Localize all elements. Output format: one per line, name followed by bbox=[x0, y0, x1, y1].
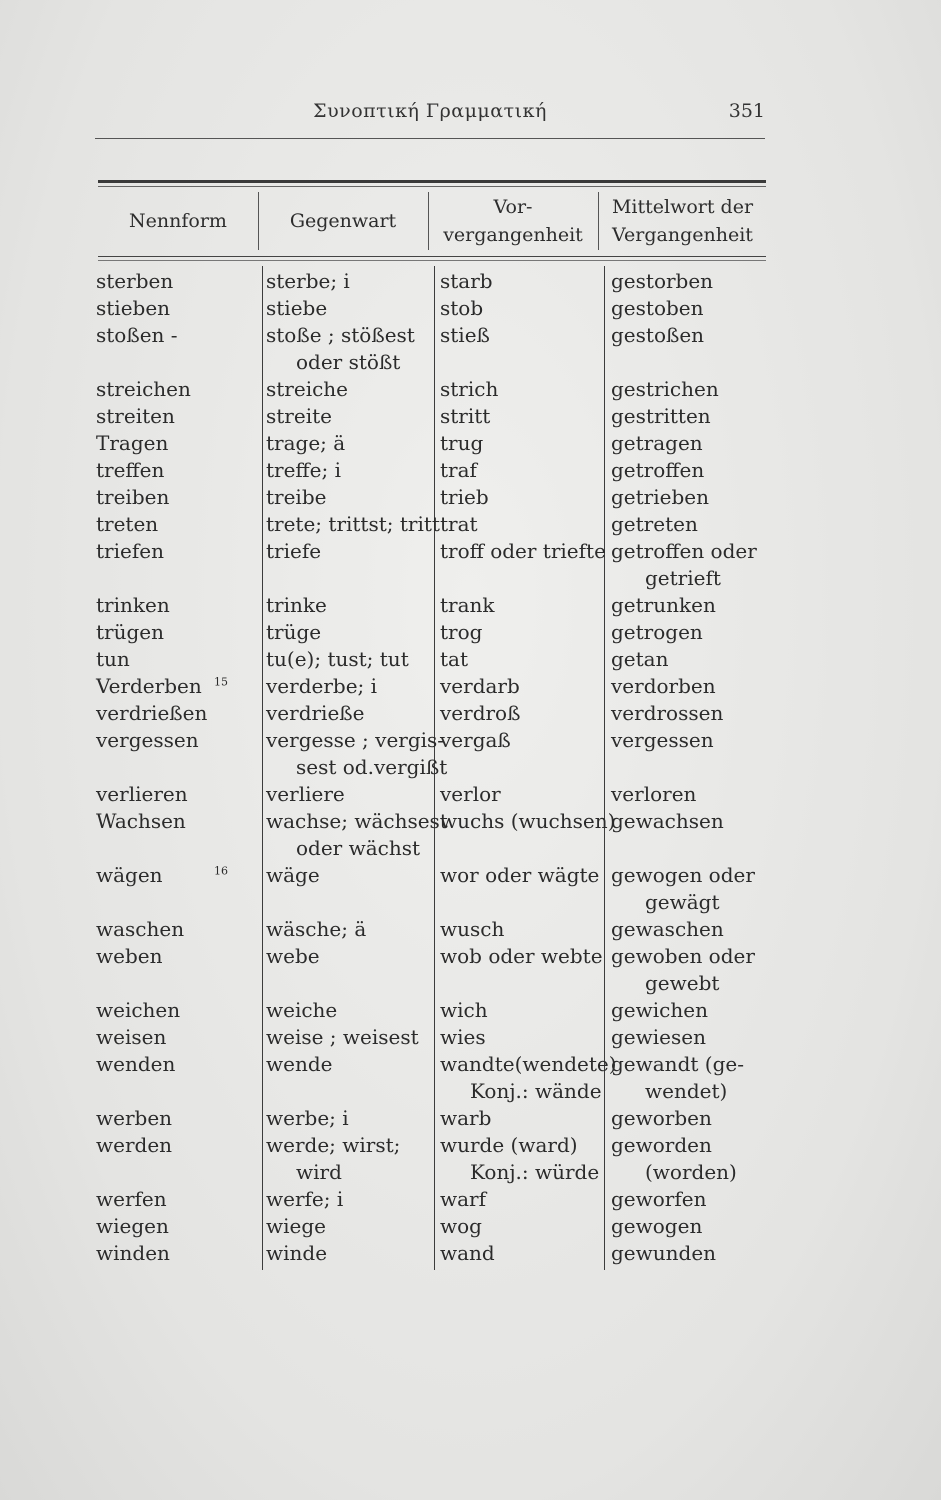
cell-gegenwart: treibe bbox=[266, 485, 327, 509]
cell-mittelwort: geworfen bbox=[611, 1187, 707, 1211]
cell-gegenwart: streiche bbox=[266, 377, 349, 401]
cell-gegenwart: trinke bbox=[266, 593, 327, 617]
table-row bbox=[0, 538, 941, 592]
cell-mittelwort: gewunden bbox=[611, 1241, 717, 1265]
table-row bbox=[0, 808, 941, 862]
cell-mittelwort: gestrichen bbox=[611, 377, 719, 401]
cell-gegenwart-cont: oder wächst bbox=[296, 836, 421, 860]
header-mittelwort: Mittelwort der Vergangenheit bbox=[611, 196, 754, 246]
cell-vorvergangenheit: wob oder webte bbox=[440, 944, 603, 968]
cell-nennform: wenden bbox=[96, 1052, 176, 1076]
cell-nennform: treiben bbox=[96, 485, 170, 509]
cell-nennform: trinken bbox=[96, 593, 170, 617]
header-bottom-rule bbox=[98, 256, 766, 257]
cell-gegenwart: wende bbox=[266, 1052, 333, 1076]
table-row bbox=[0, 943, 941, 997]
footnote-marker: 15 bbox=[214, 675, 228, 689]
cell-vorvergangenheit: verdroß bbox=[440, 701, 521, 725]
cell-gegenwart: webe bbox=[266, 944, 320, 968]
cell-vorvergangenheit: troff oder triefte bbox=[440, 539, 606, 563]
cell-vorvergangenheit-cont: Konj.: würde bbox=[470, 1160, 600, 1184]
cell-gegenwart: verdrieße bbox=[266, 701, 365, 725]
cell-vorvergangenheit: trug bbox=[440, 431, 484, 455]
cell-mittelwort: gestorben bbox=[611, 269, 714, 293]
cell-vorvergangenheit: stritt bbox=[440, 404, 491, 428]
table-row bbox=[0, 727, 941, 781]
cell-mittelwort: getrogen bbox=[611, 620, 703, 644]
cell-mittelwort: getroffen oder bbox=[611, 539, 757, 563]
cell-gegenwart: trage; ä bbox=[266, 431, 346, 455]
cell-gegenwart-cont: wird bbox=[296, 1160, 342, 1184]
cell-nennform: stoßen - bbox=[96, 323, 178, 347]
running-head bbox=[95, 100, 765, 130]
cell-nennform: werden bbox=[96, 1133, 173, 1157]
cell-gegenwart-cont: oder stößt bbox=[296, 350, 401, 374]
cell-gegenwart: trüge bbox=[266, 620, 322, 644]
table-top-rule-thin bbox=[98, 186, 766, 187]
cell-nennform: tun bbox=[96, 647, 130, 671]
header-nennform: Nennform bbox=[129, 210, 227, 232]
header-rule bbox=[95, 138, 765, 139]
cell-mittelwort: getan bbox=[611, 647, 669, 671]
cell-vorvergangenheit: wand bbox=[440, 1241, 495, 1265]
cell-mittelwort: gewachsen bbox=[611, 809, 724, 833]
running-title: Συνοπτική Γραμματική bbox=[313, 100, 547, 122]
cell-nennform: werben bbox=[96, 1106, 173, 1130]
cell-gegenwart: treffe; i bbox=[266, 458, 341, 482]
cell-mittelwort: verdrossen bbox=[611, 701, 724, 725]
cell-mittelwort: gestoben bbox=[611, 296, 704, 320]
cell-vorvergangenheit: wog bbox=[440, 1214, 482, 1238]
cell-nennform: Wachsen bbox=[96, 809, 186, 833]
cell-mittelwort: geworben bbox=[611, 1106, 712, 1130]
cell-gegenwart: winde bbox=[266, 1241, 328, 1265]
cell-mittelwort: gewogen oder bbox=[611, 863, 755, 887]
cell-mittelwort: getragen bbox=[611, 431, 703, 455]
cell-vorvergangenheit: stieß bbox=[440, 323, 490, 347]
cell-mittelwort: gewoben oder bbox=[611, 944, 755, 968]
cell-vorvergangenheit: tat bbox=[440, 647, 468, 671]
footnote-marker: 16 bbox=[214, 864, 228, 878]
table-row bbox=[0, 1240, 941, 1294]
cell-nennform: winden bbox=[96, 1241, 170, 1265]
cell-vorvergangenheit: trat bbox=[440, 512, 478, 536]
cell-gegenwart: wäge bbox=[266, 863, 320, 887]
page-number: 351 bbox=[728, 100, 765, 122]
table-row bbox=[0, 1132, 941, 1186]
cell-mittelwort-cont: getrieft bbox=[645, 566, 721, 590]
cell-vorvergangenheit: trieb bbox=[440, 485, 489, 509]
table-row bbox=[0, 862, 941, 916]
cell-mittelwort: gewiesen bbox=[611, 1025, 706, 1049]
cell-vorvergangenheit: strich bbox=[440, 377, 499, 401]
cell-gegenwart: trete; trittst; tritt bbox=[266, 512, 440, 536]
cell-nennform: verlieren bbox=[96, 782, 188, 806]
cell-vorvergangenheit: wies bbox=[440, 1025, 486, 1049]
cell-mittelwort-cont: gewebt bbox=[645, 971, 720, 995]
cell-vorvergangenheit: warb bbox=[440, 1106, 492, 1130]
cell-vorvergangenheit: wich bbox=[440, 998, 488, 1022]
cell-vorvergangenheit: traf bbox=[440, 458, 477, 482]
table-row bbox=[0, 322, 941, 376]
cell-nennform: werfen bbox=[96, 1187, 167, 1211]
cell-nennform: streichen bbox=[96, 377, 191, 401]
cell-nennform: Tragen bbox=[96, 431, 169, 455]
cell-mittelwort-cont: (worden) bbox=[645, 1160, 737, 1184]
table-row bbox=[0, 1051, 941, 1105]
cell-gegenwart: werde; wirst; bbox=[266, 1133, 401, 1157]
cell-nennform: wägen bbox=[96, 863, 163, 887]
cell-gegenwart: triefe bbox=[266, 539, 322, 563]
cell-gegenwart: weise ; weisest bbox=[266, 1025, 419, 1049]
cell-vorvergangenheit: wusch bbox=[440, 917, 505, 941]
cell-gegenwart: wäsche; ä bbox=[266, 917, 367, 941]
cell-gegenwart: stiebe bbox=[266, 296, 328, 320]
cell-vorvergangenheit: wuchs (wuchsen) bbox=[440, 809, 616, 833]
cell-vorvergangenheit: wurde (ward) bbox=[440, 1133, 578, 1157]
cell-mittelwort-cont: wendet) bbox=[645, 1079, 728, 1103]
cell-mittelwort: getrieben bbox=[611, 485, 709, 509]
header-vorvergangenheit: Vor- vergangenheit bbox=[443, 196, 583, 246]
cell-mittelwort: gewandt (ge- bbox=[611, 1052, 744, 1076]
cell-gegenwart: verderbe; i bbox=[266, 674, 378, 698]
cell-mittelwort: gewogen bbox=[611, 1214, 703, 1238]
cell-vorvergangenheit: trank bbox=[440, 593, 495, 617]
cell-mittelwort: geworden bbox=[611, 1133, 712, 1157]
cell-vorvergangenheit: verdarb bbox=[440, 674, 520, 698]
cell-nennform: treffen bbox=[96, 458, 165, 482]
cell-nennform: sterben bbox=[96, 269, 174, 293]
cell-vorvergangenheit: warf bbox=[440, 1187, 487, 1211]
cell-vorvergangenheit: stob bbox=[440, 296, 484, 320]
cell-nennform: weichen bbox=[96, 998, 181, 1022]
cell-gegenwart: vergesse ; vergis- bbox=[266, 728, 445, 752]
header-gegenwart: Gegenwart bbox=[289, 210, 397, 232]
cell-vorvergangenheit: trog bbox=[440, 620, 483, 644]
cell-gegenwart: wachse; wächsest bbox=[266, 809, 448, 833]
cell-gegenwart: werfe; i bbox=[266, 1187, 344, 1211]
cell-nennform: streiten bbox=[96, 404, 175, 428]
cell-vorvergangenheit: vergaß bbox=[440, 728, 511, 752]
cell-gegenwart: sterbe; i bbox=[266, 269, 350, 293]
cell-vorvergangenheit-cont: Konj.: wände bbox=[470, 1079, 602, 1103]
cell-nennform: trügen bbox=[96, 620, 164, 644]
cell-mittelwort: vergessen bbox=[611, 728, 714, 752]
cell-gegenwart: wiege bbox=[266, 1214, 326, 1238]
cell-vorvergangenheit: verlor bbox=[440, 782, 501, 806]
cell-gegenwart: weiche bbox=[266, 998, 338, 1022]
cell-nennform: triefen bbox=[96, 539, 164, 563]
cell-nennform: Verderben bbox=[96, 674, 202, 698]
cell-mittelwort: gewichen bbox=[611, 998, 708, 1022]
cell-nennform: vergessen bbox=[96, 728, 199, 752]
cell-mittelwort: getroffen bbox=[611, 458, 705, 482]
cell-mittelwort: gewaschen bbox=[611, 917, 724, 941]
cell-nennform: weisen bbox=[96, 1025, 167, 1049]
table-header bbox=[98, 188, 766, 254]
cell-nennform: waschen bbox=[96, 917, 185, 941]
cell-gegenwart: tu(e); tust; tut bbox=[266, 647, 409, 671]
cell-nennform: stieben bbox=[96, 296, 171, 320]
cell-mittelwort: verloren bbox=[611, 782, 697, 806]
cell-mittelwort: gestoßen bbox=[611, 323, 705, 347]
table-top-rule bbox=[98, 180, 766, 183]
cell-vorvergangenheit: wor oder wägte bbox=[440, 863, 600, 887]
cell-mittelwort: verdorben bbox=[611, 674, 716, 698]
cell-mittelwort: getrunken bbox=[611, 593, 716, 617]
cell-gegenwart: werbe; i bbox=[266, 1106, 349, 1130]
cell-gegenwart: verliere bbox=[266, 782, 345, 806]
footnote-wrap bbox=[214, 862, 244, 889]
cell-nennform: weben bbox=[96, 944, 163, 968]
cell-nennform: wiegen bbox=[96, 1214, 169, 1238]
cell-gegenwart: streite bbox=[266, 404, 332, 428]
cell-nennform: treten bbox=[96, 512, 159, 536]
cell-gegenwart: stoße ; stößest bbox=[266, 323, 415, 347]
cell-vorvergangenheit: wandte(wendete) bbox=[440, 1052, 617, 1076]
header-bottom-rule-thin bbox=[98, 260, 766, 261]
cell-mittelwort-cont: gewägt bbox=[645, 890, 720, 914]
cell-vorvergangenheit: starb bbox=[440, 269, 493, 293]
cell-gegenwart-cont: sest od.vergißt bbox=[296, 755, 448, 779]
footnote-wrap bbox=[214, 673, 244, 700]
cell-nennform: verdrießen bbox=[96, 701, 208, 725]
cell-mittelwort: getreten bbox=[611, 512, 698, 536]
cell-mittelwort: gestritten bbox=[611, 404, 711, 428]
